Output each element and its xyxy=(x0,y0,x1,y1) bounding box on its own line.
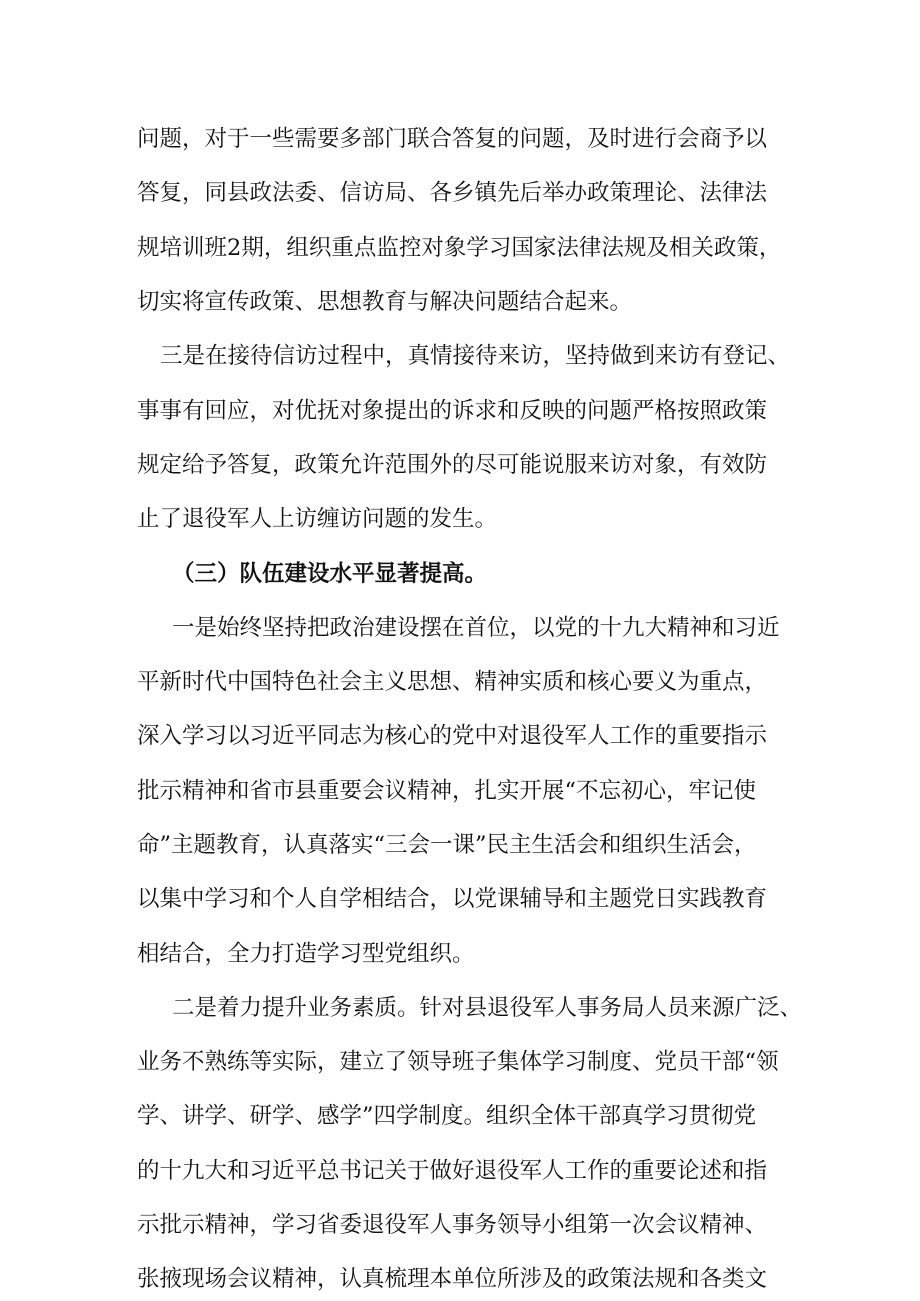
text-line: 答复，同县政法委、信访局、各乡镇先后举办政策理论、法律法 xyxy=(137,180,768,206)
text-line: 一是始终坚持把政治建设摆在首位，以党的十九大精神和习近 xyxy=(172,615,780,641)
text-line: 以集中学习和个人自学相结合，以党课辅导和主题党日实践教育 xyxy=(137,886,768,912)
text-line: 的十九大和习近平总书记关于做好退役军人工作的重要论述和指 xyxy=(137,1158,768,1184)
text-line: 切实将宣传政策、思想教育与解决问题结合起来。 xyxy=(137,289,633,315)
text-line: 三是在接待信访过程中，真情接待来访，坚持做到来访有登记、 xyxy=(160,343,791,369)
text-line: 示批示精神，学习省委退役军人事务领导小组第一次会议精神、 xyxy=(137,1212,768,1238)
text-line: 批示精神和省市县重要会议精神，扎实开展“不忘初心，牢记使 xyxy=(137,778,757,804)
text-line: 相结合，全力打造学习型党组织。 xyxy=(137,941,475,967)
text-line: 规定给予答复，政策允许范围外的尽可能说服来访对象，有效防 xyxy=(137,452,768,478)
text-line: 张掖现场会议精神，认真梳理本单位所涉及的政策法规和各类文 xyxy=(137,1266,768,1292)
text-line: 事事有回应，对优抚对象提出的诉求和反映的问题严格按照政策 xyxy=(137,398,768,424)
text-line: 规培训班2期，组织重点监控对象学习国家法律法规及相关政策， xyxy=(137,235,782,261)
text-line: 命”主题教育，认真落实“三会一课”民主生活会和组织生活会， xyxy=(137,832,757,858)
text-line: 问题，对于一些需要多部门联合答复的问题，及时进行会商予以 xyxy=(137,126,768,152)
text-line: 深入学习以习近平同志为核心的党中对退役军人工作的重要指示 xyxy=(137,723,768,749)
text-line: 止了退役军人上访缠访问题的发生。 xyxy=(137,506,498,532)
text-line: 平新时代中国特色社会主义思想、精神实质和核心要义为重点， xyxy=(137,669,768,695)
text-line: 学、讲学、研学、感学”四学制度。组织全体干部真学习贯彻党 xyxy=(137,1103,757,1129)
text-line: 二是着力提升业务素质。针对县退役军人事务局人员来源广泛、 xyxy=(172,995,803,1021)
text-line: 业务不熟练等实际，建立了领导班子集体学习制度、党员干部“领 xyxy=(137,1049,779,1075)
section-heading: （三）队伍建设水平显著提高。 xyxy=(172,561,488,587)
